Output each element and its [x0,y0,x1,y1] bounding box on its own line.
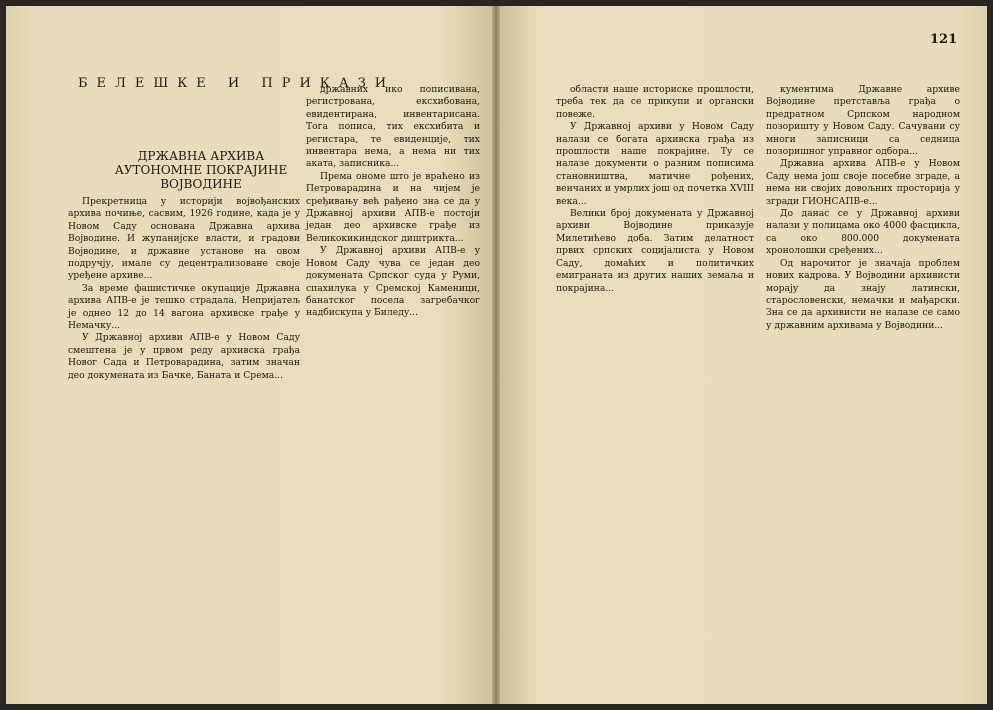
left-column-1 [68,196,300,686]
right-page [500,6,987,704]
paragraph: За време фашистичке окупације Државна архива АПВ-е је тешко страдала. Непријатељ је однео 12 до 14 вагона архивске грађе у Немачку... [68,282,300,332]
section-header: БЕЛЕШКЕ И ПРИКАЗИ [78,76,396,91]
paragraph: Од нарочитог је значаја проблем нових кадрова. У Војводини архивисти морају да знају латински, старословенски, немачки и мађарски. Зна се да архивисти не налазе се само у државним архивама у Војводини... [766,257,960,331]
paragraph: У Државној архиви АПВ-е у Новом Саду смештена је у првом реду архивска грађа Новог Сада и Петроварадина, затим значан део докумената из Бачке, Баната и Срема... [68,332,300,381]
paragraph: У Државној архиви АПВ-е у Новом Саду чува се један део докумената Српског суда у Руми, спахилука у Сремској Каменици, банатског посела загребачког надбискупа у Биледу... [306,245,480,319]
left-page [6,6,492,704]
paragraph: Велики број докумената у Државној архиви Војводине приказује Милетићево доба. Затим делатност првих српских социјалиста у Новом Саду, домаћих и политичких емиграната из других наших земаља и покрајина... [556,208,754,294]
book-gutter [492,6,500,704]
paragraph: државних ико пописивана, регистрована, ексхибована, евидентирана, инвентарисана. Тога пописа, тих ексхибита и регистара, те евиденције, тих инвентара нема, а нема ни тих аката, записника... [306,84,480,170]
left-column-2 [306,84,480,684]
article-title: ДРЖАВНА АРХИВА АУТОНОМНЕ ПОКРАЈИНЕ ВОЈВОДИНЕ [114,149,288,191]
paragraph: До данас се у Државној архиви налази у полицама око 4000 фасцикла, са око 800.000 докумената хронолошки сређених... [766,208,960,257]
page-number: 121 [930,32,958,47]
open-book [6,6,987,704]
paragraph: Према ономе што је враћено из Петроварадина и на чијем је сређивању већ рађено зна се да у Државној архиви АПВ-е постоји један део архивске грађе из Великокикиндског диштрикта... [306,170,480,244]
paragraph: Државна архива АПВ-е у Новом Саду нема још своје посебне зграде, а нема ни својих довољних просторија у згради ГИОНСАПВ-е... [766,158,960,207]
paragraph: У Државној архиви у Новом Саду налази се богата архивска грађа из прошлости наше покрајине. Ту се налазе документи о разним пописима становништва, матичне рођених, венчаних и умрлих још од почетка XVIII века... [556,121,754,207]
paragraph: кументима Државне архиве Војводине претставља грађа о предратном Српском народном позоришту у Новом Саду. Сачувани су многи записници са седница позоришног управног одбора... [766,84,960,158]
right-column-1 [556,84,754,684]
paragraph: области наше историске прошлости, треба тек да се прикупи и органски повеже. [556,84,754,120]
right-column-2 [766,84,960,684]
paragraph: Прекретница у историји војвођанских архива почиње, сасвим, 1926 године, када је у Новом Саду основана Државна архива Војводине. И жупанијске власти, и градови Војводине, и државне установе на овом подручју, имале су децентрализоване своје уређене архиве... [68,196,300,282]
